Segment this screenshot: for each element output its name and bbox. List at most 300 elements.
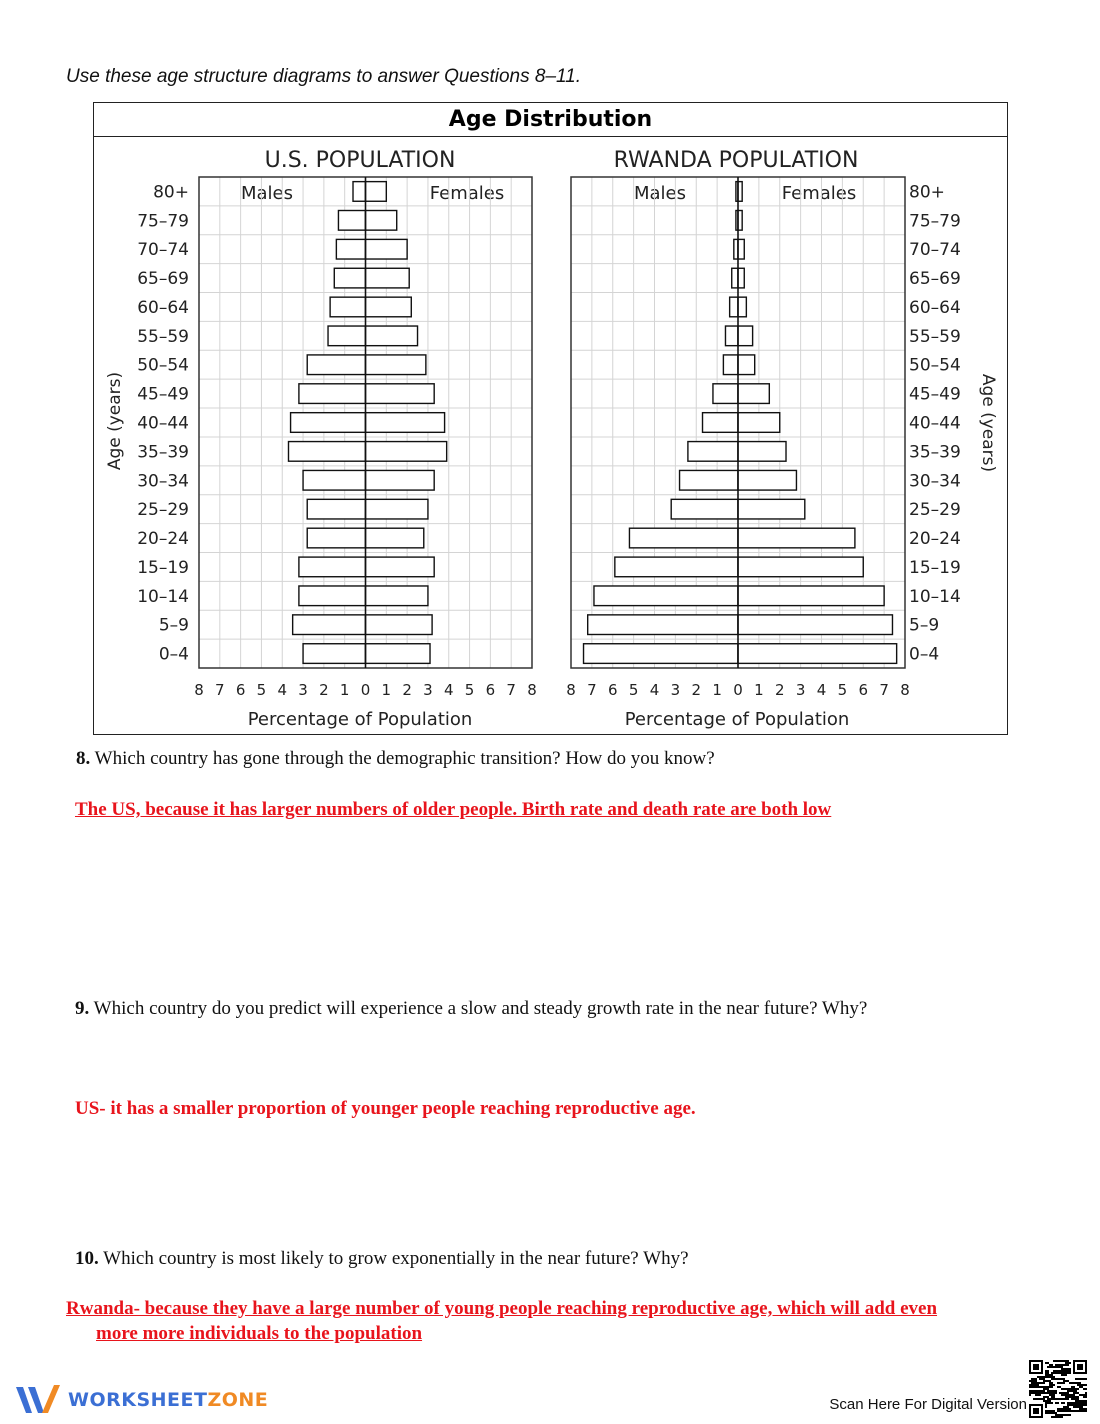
qr-module [1037, 1394, 1039, 1396]
rwanda-female-bar [738, 442, 786, 462]
qr-module [1067, 1404, 1069, 1406]
qr-module [1067, 1406, 1069, 1408]
qr-module [1065, 1372, 1067, 1374]
us-female-bar [366, 239, 408, 259]
us-male-bar [299, 384, 366, 404]
us-age-label: 35–39 [137, 442, 189, 463]
qr-module [1057, 1370, 1059, 1372]
qr-module [1067, 1398, 1069, 1400]
qr-module [1031, 1384, 1033, 1386]
us-age-label: 5–9 [158, 615, 189, 636]
qr-module [1069, 1370, 1071, 1372]
qr-module [1031, 1378, 1033, 1380]
qr-module [1047, 1400, 1049, 1402]
us-male-bar [293, 615, 366, 635]
qr-module [1075, 1406, 1077, 1408]
qr-module [1037, 1384, 1039, 1386]
qr-module [1051, 1390, 1053, 1392]
us-female-bar [366, 499, 428, 519]
qr-module [1073, 1402, 1075, 1404]
qr-module [1083, 1404, 1085, 1406]
us-x-tick-label: 3 [298, 681, 308, 699]
qr-module [1077, 1364, 1083, 1370]
us-x-tick-label: 4 [443, 681, 454, 699]
qr-module [1029, 1386, 1031, 1388]
qr-module [1047, 1366, 1049, 1368]
qr-module [1083, 1410, 1085, 1412]
qr-module [1049, 1412, 1051, 1414]
qr-module [1083, 1378, 1085, 1380]
qr-module [1083, 1396, 1085, 1398]
qr-module [1053, 1392, 1055, 1394]
qr-module [1061, 1392, 1063, 1394]
rwanda-x-tick-label: 1 [712, 681, 722, 699]
qr-module [1079, 1378, 1081, 1380]
us-x-tick-label: 5 [464, 681, 475, 699]
qr-module [1077, 1396, 1079, 1398]
qr-module [1041, 1386, 1043, 1388]
qr-module [1045, 1406, 1047, 1408]
rwanda-panel-title: RWANDA POPULATION [613, 148, 859, 173]
rwanda-x-tick-label: 4 [649, 681, 660, 699]
qr-module [1085, 1378, 1087, 1380]
qr-module [1069, 1396, 1071, 1398]
qr-module [1057, 1386, 1059, 1388]
qr-module [1061, 1410, 1063, 1412]
qr-module [1049, 1364, 1051, 1366]
qr-module [1047, 1402, 1049, 1404]
qr-module [1053, 1410, 1055, 1412]
qr-module [1059, 1414, 1061, 1416]
us-male-bar [303, 644, 365, 664]
qr-module [1077, 1398, 1079, 1400]
qr-module [1073, 1382, 1075, 1384]
qr-module [1077, 1400, 1079, 1402]
us-age-label: 70–74 [137, 240, 189, 261]
qr-module [1029, 1390, 1031, 1392]
us-male-bar [303, 470, 365, 490]
rwanda-x-tick-label: 8 [566, 681, 576, 699]
us-male-bar [307, 355, 365, 375]
qr-module [1059, 1392, 1061, 1394]
qr-module [1047, 1376, 1049, 1378]
qr-module [1045, 1392, 1047, 1394]
qr-module [1047, 1388, 1049, 1390]
qr-module [1043, 1390, 1045, 1392]
qr-module [1045, 1400, 1047, 1402]
qr-module [1055, 1392, 1057, 1394]
us-female-bar [366, 615, 433, 635]
qr-module [1057, 1410, 1059, 1412]
qr-module [1067, 1396, 1069, 1398]
qr-module [1063, 1378, 1065, 1380]
qr-module [1079, 1382, 1081, 1384]
qr-module [1055, 1378, 1057, 1380]
us-female-bar [366, 528, 424, 548]
qr-module [1053, 1376, 1055, 1378]
qr-module [1063, 1406, 1065, 1408]
qr-module [1047, 1390, 1049, 1392]
qr-module [1053, 1370, 1055, 1372]
qr-module [1069, 1408, 1071, 1410]
rwanda-female-bar [738, 355, 755, 375]
us-x-tick-label: 2 [402, 681, 412, 699]
qr-module [1065, 1414, 1067, 1416]
qr-module [1053, 1360, 1055, 1362]
qr-module [1033, 1364, 1039, 1370]
us-age-label: 25–29 [137, 500, 189, 521]
qr-module [1075, 1378, 1077, 1380]
scan-instruction: Scan Here For Digital Version [829, 1396, 1027, 1413]
qr-module [1063, 1408, 1065, 1410]
worksheetzone-logo[interactable] [14, 1382, 268, 1418]
qr-module [1059, 1416, 1061, 1418]
qr-module [1075, 1404, 1077, 1406]
us-male-bar [338, 211, 365, 231]
us-age-label: 40–44 [137, 413, 189, 434]
qr-module [1035, 1384, 1037, 1386]
qr-module [1059, 1398, 1061, 1400]
us-age-label: 0–4 [158, 644, 189, 665]
rwanda-male-bar [629, 528, 738, 548]
rwanda-x-tick-label: 6 [858, 681, 869, 699]
qr-module [1059, 1370, 1061, 1372]
us-x-tick-label: 7 [215, 681, 225, 699]
qr-module [1057, 1398, 1059, 1400]
qr-module [1047, 1398, 1049, 1400]
qr-module [1033, 1408, 1039, 1414]
qr-module [1073, 1398, 1075, 1400]
qr-module [1067, 1402, 1069, 1404]
qr-module [1039, 1382, 1041, 1384]
us-male-bar [330, 297, 365, 317]
question-9 [75, 998, 867, 1020]
qr-module [1057, 1360, 1059, 1362]
rwanda-male-bar [588, 615, 738, 635]
question-number: 9. [75, 998, 90, 1019]
qr-module [1045, 1370, 1047, 1372]
rwanda-female-bar [738, 470, 796, 490]
qr-module [1033, 1380, 1035, 1382]
us-male-bar [334, 268, 365, 288]
qr-module [1041, 1382, 1043, 1384]
qr-module [1051, 1394, 1053, 1396]
qr-module [1051, 1396, 1053, 1398]
rwanda-x-tick-label: 2 [774, 681, 785, 699]
qr-module [1037, 1376, 1039, 1378]
qr-module [1085, 1404, 1087, 1406]
qr-module [1083, 1388, 1085, 1390]
question-number: 8. [76, 748, 91, 769]
rwanda-age-label: 35–39 [909, 442, 961, 463]
qr-module [1043, 1386, 1045, 1388]
qr-module [1067, 1364, 1069, 1366]
rwanda-female-bar [738, 326, 753, 346]
qr-module [1081, 1404, 1083, 1406]
qr-module [1075, 1402, 1077, 1404]
rwanda-x-tick-label: 1 [754, 681, 764, 699]
qr-module [1067, 1368, 1069, 1370]
qr-module [1071, 1388, 1073, 1390]
qr-module [1065, 1374, 1067, 1376]
qr-module [1065, 1360, 1067, 1362]
qr-module [1061, 1364, 1063, 1366]
us-female-bar [366, 442, 447, 462]
qr-module [1043, 1398, 1045, 1400]
us-x-tick-label: 5 [256, 681, 267, 699]
qr-module [1063, 1394, 1065, 1396]
qr-module [1069, 1394, 1071, 1396]
qr-module [1073, 1386, 1075, 1388]
qr-module [1065, 1396, 1067, 1398]
qr-module [1049, 1386, 1051, 1388]
qr-module [1055, 1360, 1057, 1362]
qr-module [1049, 1398, 1051, 1400]
us-x-tick-label: 6 [485, 681, 496, 699]
us-age-label: 60–64 [137, 297, 189, 318]
us-x-tick-label: 8 [194, 681, 204, 699]
qr-module [1057, 1416, 1059, 1418]
qr-module [1075, 1410, 1077, 1412]
qr-module [1085, 1388, 1087, 1390]
qr-module [1039, 1378, 1041, 1380]
qr-module [1039, 1394, 1041, 1396]
qr-module [1041, 1390, 1043, 1392]
qr-module [1059, 1410, 1061, 1412]
qr-module [1049, 1410, 1051, 1412]
qr-module [1061, 1408, 1063, 1410]
qr-module [1083, 1408, 1085, 1410]
qr-module [1075, 1396, 1077, 1398]
rwanda-x-tick-label: 8 [900, 681, 910, 699]
rwanda-male-bar [725, 326, 738, 346]
qr-module [1063, 1374, 1065, 1376]
qr-module [1047, 1372, 1049, 1374]
qr-module [1057, 1366, 1059, 1368]
qr-module [1057, 1408, 1059, 1410]
qr-module [1075, 1388, 1077, 1390]
qr-module [1081, 1410, 1083, 1412]
us-male-bar [291, 413, 366, 433]
qr-module [1033, 1384, 1035, 1386]
qr-module [1071, 1410, 1073, 1412]
us-age-label: 75–79 [137, 211, 189, 232]
us-female-bar [366, 211, 397, 231]
qr-module [1071, 1386, 1073, 1388]
qr-module [1053, 1394, 1055, 1396]
qr-module [1039, 1386, 1041, 1388]
qr-module [1041, 1378, 1043, 1380]
us-male-bar [328, 326, 365, 346]
rwanda-males-label: Males [633, 183, 687, 204]
qr-module [1043, 1378, 1045, 1380]
qr-module [1077, 1402, 1079, 1404]
qr-module [1049, 1366, 1051, 1368]
qr-module [1069, 1404, 1071, 1406]
rwanda-x-tick-label: 5 [837, 681, 848, 699]
qr-module [1043, 1400, 1045, 1402]
qr-module [1075, 1400, 1077, 1402]
qr-module [1045, 1372, 1047, 1374]
qr-module [1049, 1376, 1051, 1378]
qr-module [1073, 1392, 1075, 1394]
qr-module [1085, 1396, 1087, 1398]
qr-module [1043, 1392, 1045, 1394]
qr-module [1083, 1384, 1085, 1386]
instructions: Use these age structure diagrams to answer Questions 8–11. [66, 66, 582, 87]
qr-module [1041, 1376, 1043, 1378]
qr-module [1051, 1364, 1053, 1366]
qr-module [1051, 1398, 1053, 1400]
qr-module [1067, 1372, 1069, 1374]
qr-module [1033, 1378, 1035, 1380]
qr-module [1073, 1388, 1075, 1390]
qr-module [1039, 1392, 1041, 1394]
rwanda-female-bar [738, 528, 855, 548]
rwanda-female-bar [738, 586, 884, 606]
qr-module [1069, 1390, 1071, 1392]
rwanda-female-bar [738, 297, 746, 317]
qr-module [1057, 1378, 1059, 1380]
qr-module [1071, 1404, 1073, 1406]
qr-module [1035, 1378, 1037, 1380]
qr-module [1063, 1368, 1065, 1370]
qr-module [1039, 1398, 1041, 1400]
qr-module [1079, 1402, 1081, 1404]
us-age-label: 55–59 [137, 326, 189, 347]
rwanda-age-label: 65–69 [909, 269, 961, 290]
qr-module [1059, 1378, 1061, 1380]
qr-module [1063, 1398, 1065, 1400]
qr-module [1085, 1400, 1087, 1402]
qr-module [1035, 1392, 1037, 1394]
qr-module [1049, 1384, 1051, 1386]
qr-module [1055, 1414, 1057, 1416]
qr-module [1033, 1382, 1035, 1384]
qr-module [1035, 1386, 1037, 1388]
qr-module [1059, 1408, 1061, 1410]
qr-module [1065, 1380, 1067, 1382]
rwanda-female-bar [738, 384, 769, 404]
question-text: Which country do you predict will experience a slow and steady growth rate in the near future? Why? [93, 998, 868, 1019]
us-female-bar [366, 644, 431, 664]
us-female-bar [366, 182, 387, 202]
question-number: 10. [75, 1248, 99, 1269]
qr-module [1053, 1378, 1055, 1380]
us-x-tick-label: 2 [319, 681, 329, 699]
rwanda-male-bar [730, 297, 738, 317]
qr-module [1047, 1386, 1049, 1388]
qr-module [1071, 1402, 1073, 1404]
qr-module [1083, 1394, 1085, 1396]
qr-module [1067, 1410, 1069, 1412]
qr-module [1037, 1398, 1039, 1400]
qr-module [1079, 1384, 1081, 1386]
qr-module [1069, 1382, 1071, 1384]
qr-module [1061, 1382, 1063, 1384]
qr-module [1069, 1362, 1071, 1364]
qr-module [1047, 1380, 1049, 1382]
qr-module [1077, 1410, 1079, 1412]
rwanda-age-label: 80+ [909, 182, 945, 203]
rwanda-age-label: 20–24 [909, 529, 961, 550]
us-age-label: 65–69 [137, 269, 189, 290]
qr-module [1067, 1394, 1069, 1396]
rwanda-pyramid [566, 177, 961, 730]
answer-9: US- it has a smaller proportion of younger people reaching reproductive age. [75, 1098, 696, 1119]
qr-module [1037, 1390, 1039, 1392]
qr-module [1055, 1398, 1057, 1400]
qr-module [1053, 1398, 1055, 1400]
qr-module [1035, 1398, 1037, 1400]
right-y-axis-label: Age (years) [978, 373, 998, 473]
qr-module [1051, 1366, 1053, 1368]
rwanda-male-bar [594, 586, 738, 606]
qr-module [1067, 1360, 1069, 1362]
qr-module [1067, 1408, 1069, 1410]
rwanda-female-bar [738, 239, 744, 259]
qr-module [1077, 1384, 1079, 1386]
population-pyramids [94, 103, 1009, 736]
rwanda-age-label: 10–14 [909, 586, 961, 607]
qr-module [1037, 1392, 1039, 1394]
qr-module [1081, 1378, 1083, 1380]
qr-module [1045, 1412, 1047, 1414]
qr-module [1047, 1374, 1049, 1376]
us-female-bar [366, 586, 428, 606]
qr-module [1045, 1404, 1047, 1406]
qr-module [1051, 1372, 1053, 1374]
qr-module [1073, 1404, 1075, 1406]
logo-text-part1: WORKSHEET [68, 1389, 208, 1411]
qr-module [1033, 1386, 1035, 1388]
rwanda-x-tick-label: 3 [795, 681, 806, 699]
qr-module [1029, 1384, 1031, 1386]
rwanda-age-label: 0–4 [909, 644, 940, 665]
qr-module [1049, 1392, 1051, 1394]
qr-module [1051, 1384, 1053, 1386]
qr-module [1079, 1386, 1081, 1388]
qr-module [1067, 1380, 1069, 1382]
rwanda-female-bar [738, 413, 780, 433]
rwanda-male-bar [584, 644, 738, 664]
us-female-bar [366, 384, 435, 404]
rwanda-male-bar [713, 384, 738, 404]
qr-module [1051, 1392, 1053, 1394]
rwanda-x-tick-label: 7 [587, 681, 597, 699]
qr-module [1075, 1390, 1077, 1392]
qr-module [1081, 1402, 1083, 1404]
qr-module [1063, 1380, 1065, 1382]
qr-module [1079, 1404, 1081, 1406]
qr-module [1035, 1382, 1037, 1384]
qr-module [1049, 1400, 1051, 1402]
rwanda-x-axis-label: Percentage of Population [624, 709, 850, 730]
answer-10-line2: more more individuals to the population [96, 1323, 423, 1344]
rwanda-x-tick-label: 0 [733, 681, 743, 699]
qr-module [1051, 1378, 1053, 1380]
qr-module [1047, 1410, 1049, 1412]
qr-module [1061, 1370, 1063, 1372]
rwanda-male-bar [688, 442, 738, 462]
qr-module [1061, 1378, 1063, 1380]
us-x-tick-label: 4 [277, 681, 288, 699]
us-female-bar [366, 268, 410, 288]
answer-10-line1: Rwanda- because they have a large number of young people reaching reproductive age, which will add even [66, 1298, 938, 1319]
qr-module [1061, 1416, 1063, 1418]
qr-code-icon[interactable] [1029, 1360, 1087, 1418]
qr-module [1061, 1372, 1063, 1374]
